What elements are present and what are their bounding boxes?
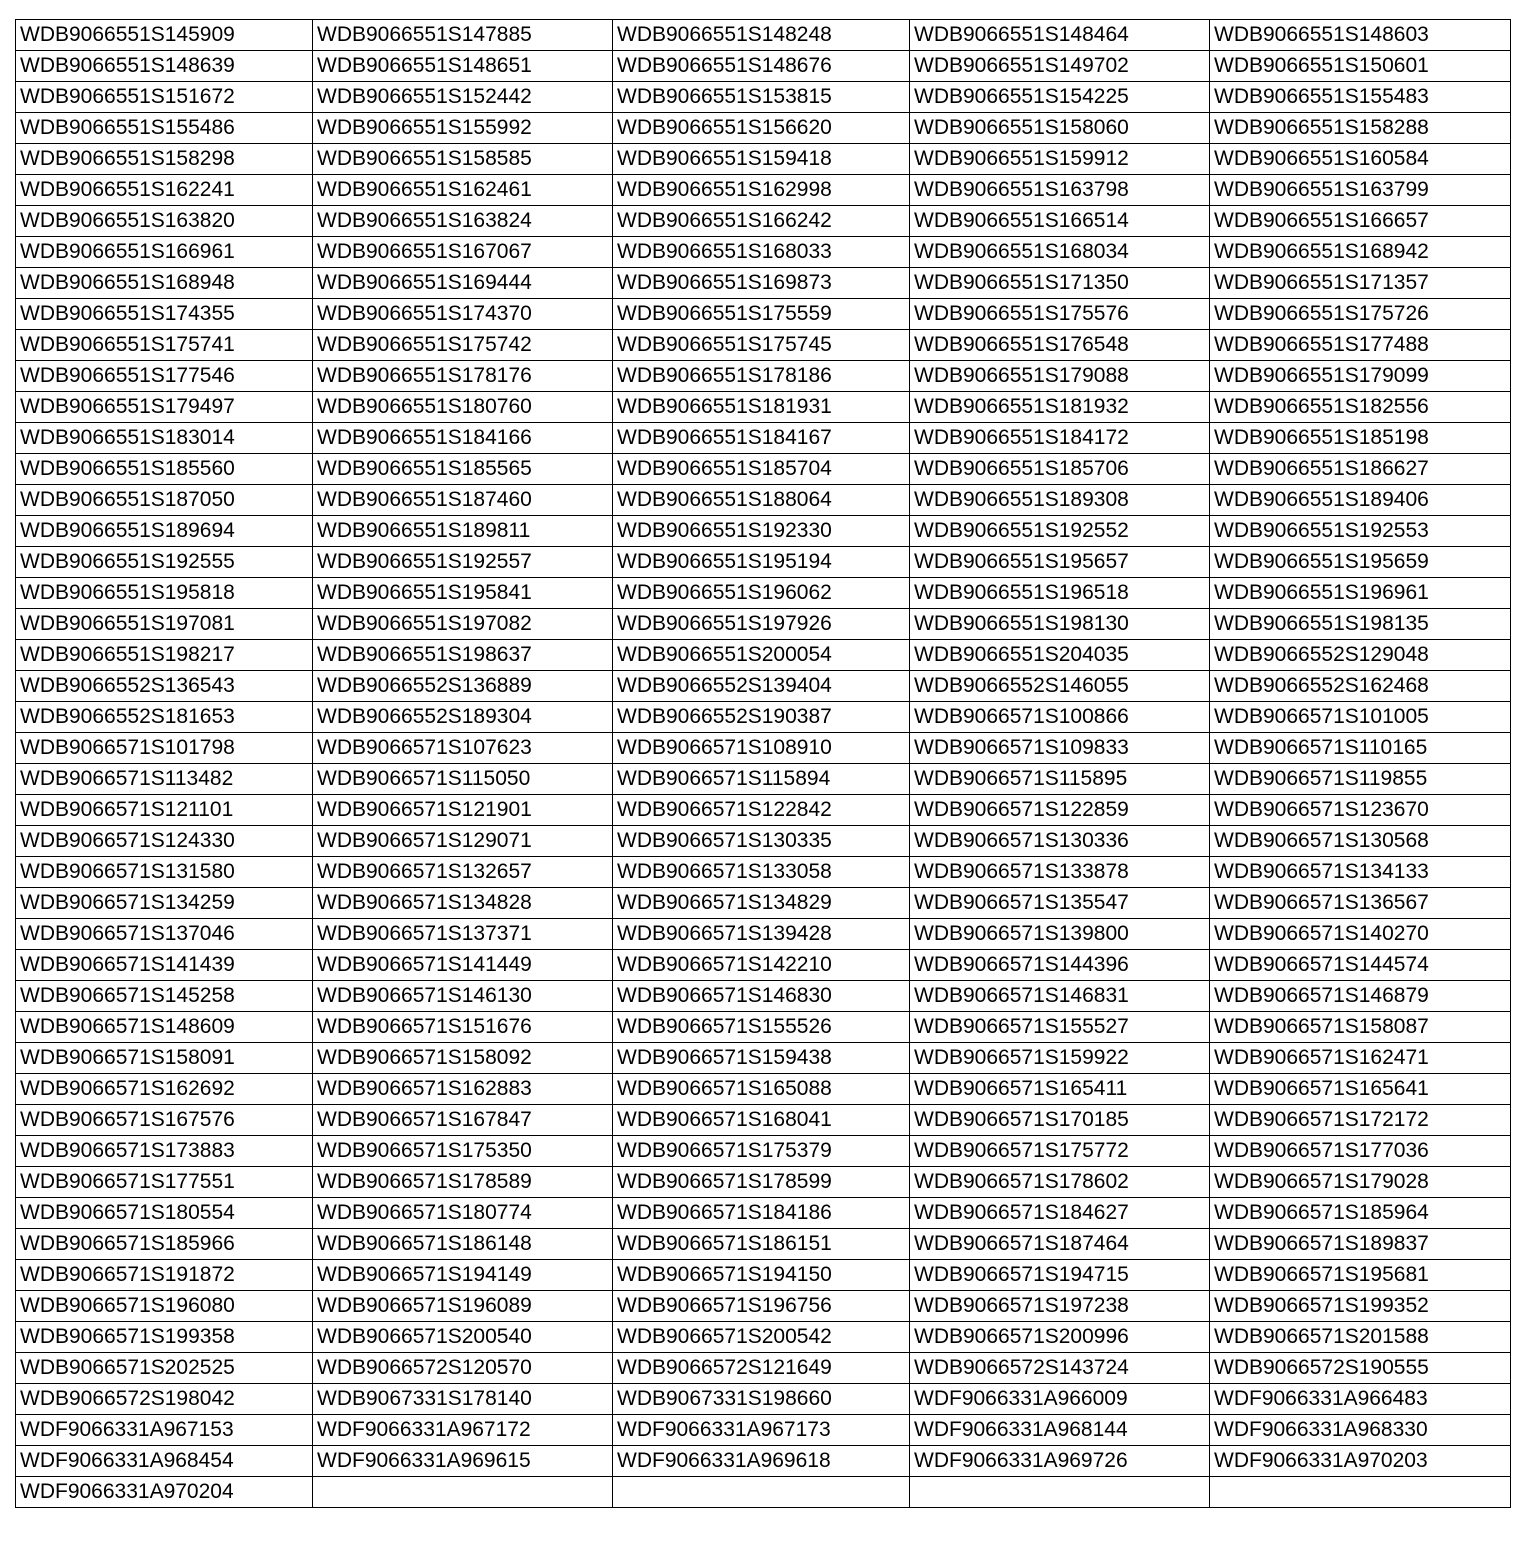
table-row bbox=[16, 268, 1511, 299]
vin-cell: WDB9066572S143724 bbox=[910, 1353, 1210, 1384]
vin-cell: WDB9066551S175559 bbox=[613, 299, 910, 330]
vin-cell: WDB9066571S132657 bbox=[313, 857, 613, 888]
vin-cell: WDB9066551S152442 bbox=[313, 82, 613, 113]
vin-cell: WDB9066551S189694 bbox=[16, 516, 313, 547]
vin-cell: WDF9066331A970204 bbox=[16, 1477, 313, 1508]
vin-cell: WDB9066571S139428 bbox=[613, 919, 910, 950]
vin-cell: WDB9066552S162468 bbox=[1210, 671, 1511, 702]
vin-cell: WDB9066551S187460 bbox=[313, 485, 613, 516]
vin-cell: WDB9066551S159912 bbox=[910, 144, 1210, 175]
vin-cell: WDB9066571S141449 bbox=[313, 950, 613, 981]
vin-cell: WDB9066571S180774 bbox=[313, 1198, 613, 1229]
vin-cell: WDB9066571S162883 bbox=[313, 1074, 613, 1105]
vin-cell: WDB9067331S178140 bbox=[313, 1384, 613, 1415]
vin-cell: WDB9066572S120570 bbox=[313, 1353, 613, 1384]
vin-cell: WDB9066551S195841 bbox=[313, 578, 613, 609]
vin-cell: WDB9066551S195194 bbox=[613, 547, 910, 578]
vin-cell: WDB9066551S176548 bbox=[910, 330, 1210, 361]
vin-cell: WDB9066571S101005 bbox=[1210, 702, 1511, 733]
vin-cell: WDB9066552S190387 bbox=[613, 702, 910, 733]
vin-cell: WDB9066551S185560 bbox=[16, 454, 313, 485]
table-row bbox=[16, 299, 1511, 330]
vin-cell: WDB9066551S177488 bbox=[1210, 330, 1511, 361]
vin-cell: WDB9066551S198217 bbox=[16, 640, 313, 671]
vin-cell: WDF9066331A969726 bbox=[910, 1446, 1210, 1477]
vin-cell: WDB9066551S153815 bbox=[613, 82, 910, 113]
vin-cell: WDB9066571S146879 bbox=[1210, 981, 1511, 1012]
vin-cell: WDB9066571S135547 bbox=[910, 888, 1210, 919]
vin-cell: WDB9066571S194715 bbox=[910, 1260, 1210, 1291]
vin-cell: WDB9066571S196089 bbox=[313, 1291, 613, 1322]
table-row bbox=[16, 1136, 1511, 1167]
table-row bbox=[16, 1322, 1511, 1353]
vin-cell: WDB9066551S197082 bbox=[313, 609, 613, 640]
vin-cell: WDB9066571S165088 bbox=[613, 1074, 910, 1105]
table-row bbox=[16, 1012, 1511, 1043]
vin-cell: WDB9066571S130335 bbox=[613, 826, 910, 857]
vin-cell: WDB9066571S179028 bbox=[1210, 1167, 1511, 1198]
vin-cell: WDB9066551S166242 bbox=[613, 206, 910, 237]
vin-cell: WDB9066571S184627 bbox=[910, 1198, 1210, 1229]
table-row bbox=[16, 547, 1511, 578]
vin-cell: WDB9066571S155526 bbox=[613, 1012, 910, 1043]
vin-cell: WDB9066551S185706 bbox=[910, 454, 1210, 485]
table-row bbox=[16, 485, 1511, 516]
table-row bbox=[16, 361, 1511, 392]
vin-cell: WDB9066571S162471 bbox=[1210, 1043, 1511, 1074]
vin-cell: WDB9066571S115894 bbox=[613, 764, 910, 795]
vin-cell: WDB9066551S192330 bbox=[613, 516, 910, 547]
table-row bbox=[16, 981, 1511, 1012]
vin-cell: WDB9066551S179497 bbox=[16, 392, 313, 423]
vin-cell: WDB9066571S175379 bbox=[613, 1136, 910, 1167]
table-row bbox=[16, 423, 1511, 454]
vin-cell: WDB9066551S196062 bbox=[613, 578, 910, 609]
vin-cell: WDB9066552S181653 bbox=[16, 702, 313, 733]
vin-cell: WDB9066571S137046 bbox=[16, 919, 313, 950]
vin-cell: WDB9066571S141439 bbox=[16, 950, 313, 981]
table-row bbox=[16, 671, 1511, 702]
vin-cell: WDB9066571S144396 bbox=[910, 950, 1210, 981]
vin-cell: WDB9066551S175745 bbox=[613, 330, 910, 361]
vin-cell: WDB9066571S123670 bbox=[1210, 795, 1511, 826]
vin-cell: WDB9066571S140270 bbox=[1210, 919, 1511, 950]
vin-cell: WDB9066551S177546 bbox=[16, 361, 313, 392]
vin-cell: WDF9066331A970203 bbox=[1210, 1446, 1511, 1477]
vin-cell: WDB9066551S148464 bbox=[910, 20, 1210, 51]
table-row bbox=[16, 640, 1511, 671]
vin-cell: WDB9066551S175742 bbox=[313, 330, 613, 361]
vin-cell: WDB9066571S167576 bbox=[16, 1105, 313, 1136]
vin-cell: WDB9066571S199352 bbox=[1210, 1291, 1511, 1322]
table-row bbox=[16, 330, 1511, 361]
vin-cell: WDB9066551S192557 bbox=[313, 547, 613, 578]
vin-cell: WDB9066571S133878 bbox=[910, 857, 1210, 888]
vin-cell: WDB9066571S124330 bbox=[16, 826, 313, 857]
vin-cell: WDB9066571S196080 bbox=[16, 1291, 313, 1322]
vin-cell: WDB9066551S149702 bbox=[910, 51, 1210, 82]
vin-cell: WDB9066551S195818 bbox=[16, 578, 313, 609]
vin-cell: WDB9066551S178176 bbox=[313, 361, 613, 392]
vin-cell: WDB9066551S168033 bbox=[613, 237, 910, 268]
vin-cell: WDF9066331A969618 bbox=[613, 1446, 910, 1477]
vin-cell: WDB9066571S200540 bbox=[313, 1322, 613, 1353]
vin-cell: WDB9066571S142210 bbox=[613, 950, 910, 981]
table-row bbox=[16, 1229, 1511, 1260]
vin-cell: WDB9066551S184167 bbox=[613, 423, 910, 454]
vin-cell: WDB9066551S181932 bbox=[910, 392, 1210, 423]
vin-cell: WDB9066571S194150 bbox=[613, 1260, 910, 1291]
vin-cell: WDB9066551S162998 bbox=[613, 175, 910, 206]
table-row bbox=[16, 795, 1511, 826]
vin-cell: WDB9066571S121101 bbox=[16, 795, 313, 826]
vin-table-body bbox=[16, 20, 1511, 1508]
table-row bbox=[16, 206, 1511, 237]
vin-cell: WDB9066551S185198 bbox=[1210, 423, 1511, 454]
vin-cell: WDB9066571S186148 bbox=[313, 1229, 613, 1260]
vin-cell: WDB9066551S166514 bbox=[910, 206, 1210, 237]
vin-cell: WDB9066571S109833 bbox=[910, 733, 1210, 764]
vin-cell: WDB9066551S192553 bbox=[1210, 516, 1511, 547]
vin-cell: WDB9066551S155992 bbox=[313, 113, 613, 144]
vin-cell: WDB9066551S148651 bbox=[313, 51, 613, 82]
vin-cell: WDB9066551S151672 bbox=[16, 82, 313, 113]
table-row bbox=[16, 1415, 1511, 1446]
vin-cell: WDB9066551S168948 bbox=[16, 268, 313, 299]
vin-cell: WDB9066572S190555 bbox=[1210, 1353, 1511, 1384]
vin-cell: WDB9066551S185704 bbox=[613, 454, 910, 485]
vin-table bbox=[15, 19, 1511, 1508]
vin-cell: WDB9066571S197238 bbox=[910, 1291, 1210, 1322]
vin-cell: WDB9066552S146055 bbox=[910, 671, 1210, 702]
vin-cell: WDB9066571S158091 bbox=[16, 1043, 313, 1074]
vin-cell: WDB9066551S181931 bbox=[613, 392, 910, 423]
table-row bbox=[16, 950, 1511, 981]
vin-cell: WDB9066551S174370 bbox=[313, 299, 613, 330]
vin-cell: WDB9066571S158092 bbox=[313, 1043, 613, 1074]
table-row bbox=[16, 1384, 1511, 1415]
vin-cell: WDB9066551S183014 bbox=[16, 423, 313, 454]
table-row bbox=[16, 764, 1511, 795]
vin-cell: WDB9066551S168034 bbox=[910, 237, 1210, 268]
vin-cell: WDB9066571S165411 bbox=[910, 1074, 1210, 1105]
vin-cell: WDB9066551S158288 bbox=[1210, 113, 1511, 144]
vin-cell: WDB9066571S177551 bbox=[16, 1167, 313, 1198]
vin-cell: WDB9066571S134133 bbox=[1210, 857, 1511, 888]
vin-cell: WDB9066571S162692 bbox=[16, 1074, 313, 1105]
vin-cell: WDB9066552S139404 bbox=[613, 671, 910, 702]
vin-cell: WDB9066551S162461 bbox=[313, 175, 613, 206]
vin-cell: WDB9066551S185565 bbox=[313, 454, 613, 485]
vin-cell: WDB9066571S136567 bbox=[1210, 888, 1511, 919]
vin-cell: WDB9066571S196756 bbox=[613, 1291, 910, 1322]
vin-cell: WDB9066551S155483 bbox=[1210, 82, 1511, 113]
table-row bbox=[16, 1074, 1511, 1105]
vin-cell: WDB9066571S165641 bbox=[1210, 1074, 1511, 1105]
vin-cell: WDB9066571S170185 bbox=[910, 1105, 1210, 1136]
vin-cell: WDB9066571S137371 bbox=[313, 919, 613, 950]
table-row bbox=[16, 609, 1511, 640]
vin-cell: WDB9066571S158087 bbox=[1210, 1012, 1511, 1043]
vin-cell: WDB9066551S158298 bbox=[16, 144, 313, 175]
vin-cell: WDB9066571S178602 bbox=[910, 1167, 1210, 1198]
table-row bbox=[16, 1260, 1511, 1291]
table-row bbox=[16, 578, 1511, 609]
vin-cell: WDB9066551S188064 bbox=[613, 485, 910, 516]
table-row bbox=[16, 1167, 1511, 1198]
vin-cell: WDB9066571S202525 bbox=[16, 1353, 313, 1384]
vin-cell: WDB9066571S168041 bbox=[613, 1105, 910, 1136]
vin-cell: WDB9066571S159922 bbox=[910, 1043, 1210, 1074]
vin-cell: WDB9066571S130568 bbox=[1210, 826, 1511, 857]
vin-cell: WDB9066571S110165 bbox=[1210, 733, 1511, 764]
vin-cell: WDB9066551S179099 bbox=[1210, 361, 1511, 392]
vin-cell: WDB9066551S156620 bbox=[613, 113, 910, 144]
vin-cell: WDB9066551S175741 bbox=[16, 330, 313, 361]
vin-cell: WDB9066551S184166 bbox=[313, 423, 613, 454]
vin-cell: WDB9066571S173883 bbox=[16, 1136, 313, 1167]
vin-cell: WDB9066551S198637 bbox=[313, 640, 613, 671]
vin-cell: WDB9066551S166961 bbox=[16, 237, 313, 268]
vin-cell: WDB9066571S115895 bbox=[910, 764, 1210, 795]
table-row bbox=[16, 1043, 1511, 1074]
vin-cell: WDB9066551S171357 bbox=[1210, 268, 1511, 299]
vin-cell: WDB9066551S155486 bbox=[16, 113, 313, 144]
vin-cell: WDB9066571S155527 bbox=[910, 1012, 1210, 1043]
vin-cell: WDB9066571S195681 bbox=[1210, 1260, 1511, 1291]
vin-cell: WDB9066571S177036 bbox=[1210, 1136, 1511, 1167]
vin-cell: WDB9066551S187050 bbox=[16, 485, 313, 516]
vin-cell: WDB9066571S199358 bbox=[16, 1322, 313, 1353]
table-row bbox=[16, 82, 1511, 113]
vin-cell: WDB9066551S204035 bbox=[910, 640, 1210, 671]
vin-cell: WDB9066571S186151 bbox=[613, 1229, 910, 1260]
table-row bbox=[16, 144, 1511, 175]
vin-cell: WDB9066551S163798 bbox=[910, 175, 1210, 206]
vin-cell: WDB9066551S179088 bbox=[910, 361, 1210, 392]
vin-cell: WDB9066551S154225 bbox=[910, 82, 1210, 113]
vin-cell: WDB9066551S168942 bbox=[1210, 237, 1511, 268]
vin-cell: WDF9066331A966483 bbox=[1210, 1384, 1511, 1415]
table-row bbox=[16, 1105, 1511, 1136]
vin-cell: WDB9066571S191872 bbox=[16, 1260, 313, 1291]
vin-cell: WDF9066331A969615 bbox=[313, 1446, 613, 1477]
table-row bbox=[16, 919, 1511, 950]
vin-cell: WDB9066551S171350 bbox=[910, 268, 1210, 299]
vin-cell: WDB9066571S129071 bbox=[313, 826, 613, 857]
vin-cell: WDB9066571S175350 bbox=[313, 1136, 613, 1167]
vin-cell: WDB9066571S144574 bbox=[1210, 950, 1511, 981]
vin-cell: WDB9066571S194149 bbox=[313, 1260, 613, 1291]
vin-cell: WDB9066551S148676 bbox=[613, 51, 910, 82]
table-row bbox=[16, 1446, 1511, 1477]
vin-cell: WDB9066551S195659 bbox=[1210, 547, 1511, 578]
vin-cell: WDB9066551S148639 bbox=[16, 51, 313, 82]
vin-cell: WDB9066551S163820 bbox=[16, 206, 313, 237]
vin-cell: WDB9066551S163799 bbox=[1210, 175, 1511, 206]
vin-cell: WDB9066552S136889 bbox=[313, 671, 613, 702]
vin-cell: WDB9066551S162241 bbox=[16, 175, 313, 206]
vin-cell: WDB9066571S100866 bbox=[910, 702, 1210, 733]
vin-cell: WDB9066551S197926 bbox=[613, 609, 910, 640]
vin-cell: WDB9066571S148609 bbox=[16, 1012, 313, 1043]
vin-cell: WDB9066571S167847 bbox=[313, 1105, 613, 1136]
vin-cell: WDB9066571S189837 bbox=[1210, 1229, 1511, 1260]
vin-cell: WDF9066331A966009 bbox=[910, 1384, 1210, 1415]
vin-cell: WDB9066551S175726 bbox=[1210, 299, 1511, 330]
vin-cell: WDB9066551S180760 bbox=[313, 392, 613, 423]
vin-cell: WDB9066571S115050 bbox=[313, 764, 613, 795]
vin-cell: WDB9066571S107623 bbox=[313, 733, 613, 764]
vin-cell: WDB9066571S200542 bbox=[613, 1322, 910, 1353]
vin-cell: WDF9066331A967153 bbox=[16, 1415, 313, 1446]
vin-cell: WDB9066571S145258 bbox=[16, 981, 313, 1012]
vin-cell: WDB9066551S167067 bbox=[313, 237, 613, 268]
vin-cell: WDB9066551S192555 bbox=[16, 547, 313, 578]
vin-cell: WDB9066571S134259 bbox=[16, 888, 313, 919]
table-row bbox=[16, 392, 1511, 423]
table-row bbox=[16, 1291, 1511, 1322]
vin-cell: WDB9066551S189308 bbox=[910, 485, 1210, 516]
vin-cell: WDB9066571S185964 bbox=[1210, 1198, 1511, 1229]
vin-cell: WDB9066571S200996 bbox=[910, 1322, 1210, 1353]
vin-cell: WDB9066571S146130 bbox=[313, 981, 613, 1012]
vin-cell: WDB9066551S186627 bbox=[1210, 454, 1511, 485]
vin-cell: WDB9066552S136543 bbox=[16, 671, 313, 702]
vin-cell: WDB9066551S159418 bbox=[613, 144, 910, 175]
vin-cell: WDF9066331A968454 bbox=[16, 1446, 313, 1477]
vin-cell: WDF9066331A968330 bbox=[1210, 1415, 1511, 1446]
table-row bbox=[16, 113, 1511, 144]
vin-cell: WDB9066552S189304 bbox=[313, 702, 613, 733]
vin-cell: WDB9066571S122842 bbox=[613, 795, 910, 826]
vin-cell: WDB9066551S175576 bbox=[910, 299, 1210, 330]
vin-cell: WDF9066331A968144 bbox=[910, 1415, 1210, 1446]
vin-cell: WDB9066571S151676 bbox=[313, 1012, 613, 1043]
vin-cell: WDB9066551S189811 bbox=[313, 516, 613, 547]
vin-cell: WDB9066551S189406 bbox=[1210, 485, 1511, 516]
vin-cell: WDB9066571S133058 bbox=[613, 857, 910, 888]
table-row bbox=[16, 888, 1511, 919]
vin-cell: WDB9066571S172172 bbox=[1210, 1105, 1511, 1136]
table-row bbox=[16, 826, 1511, 857]
vin-cell: WDB9066571S146830 bbox=[613, 981, 910, 1012]
vin-cell: WDB9066551S196518 bbox=[910, 578, 1210, 609]
vin-cell: WDB9066571S180554 bbox=[16, 1198, 313, 1229]
vin-cell: WDB9066571S113482 bbox=[16, 764, 313, 795]
table-row bbox=[16, 516, 1511, 547]
vin-cell: WDB9066571S119855 bbox=[1210, 764, 1511, 795]
vin-cell: WDB9067331S198660 bbox=[613, 1384, 910, 1415]
vin-cell: WDB9066551S200054 bbox=[613, 640, 910, 671]
vin-cell: WDB9066571S122859 bbox=[910, 795, 1210, 826]
vin-cell: WDB9066572S121649 bbox=[613, 1353, 910, 1384]
vin-cell: WDB9066551S158585 bbox=[313, 144, 613, 175]
table-row bbox=[16, 51, 1511, 82]
vin-cell: WDB9066551S166657 bbox=[1210, 206, 1511, 237]
vin-cell: WDB9066552S129048 bbox=[1210, 640, 1511, 671]
table-row bbox=[16, 857, 1511, 888]
vin-cell: WDB9066551S148603 bbox=[1210, 20, 1511, 51]
table-row bbox=[16, 237, 1511, 268]
vin-cell bbox=[1210, 1477, 1511, 1508]
vin-cell: WDB9066571S134828 bbox=[313, 888, 613, 919]
vin-cell: WDB9066551S147885 bbox=[313, 20, 613, 51]
table-row bbox=[16, 702, 1511, 733]
vin-cell: WDB9066551S198130 bbox=[910, 609, 1210, 640]
vin-cell: WDB9066551S174355 bbox=[16, 299, 313, 330]
vin-cell: WDF9066331A967173 bbox=[613, 1415, 910, 1446]
vin-cell: WDB9066571S131580 bbox=[16, 857, 313, 888]
vin-cell: WDB9066571S130336 bbox=[910, 826, 1210, 857]
vin-cell: WDB9066571S134829 bbox=[613, 888, 910, 919]
vin-cell: WDB9066551S182556 bbox=[1210, 392, 1511, 423]
vin-cell: WDB9066571S201588 bbox=[1210, 1322, 1511, 1353]
vin-cell: WDB9066571S159438 bbox=[613, 1043, 910, 1074]
vin-cell: WDB9066571S108910 bbox=[613, 733, 910, 764]
table-row bbox=[16, 1353, 1511, 1384]
vin-cell: WDB9066571S121901 bbox=[313, 795, 613, 826]
vin-cell: WDB9066551S169444 bbox=[313, 268, 613, 299]
table-row bbox=[16, 1477, 1511, 1508]
table-row bbox=[16, 20, 1511, 51]
table-row bbox=[16, 1198, 1511, 1229]
vin-cell: WDB9066551S178186 bbox=[613, 361, 910, 392]
vin-cell: WDB9066571S184186 bbox=[613, 1198, 910, 1229]
vin-cell: WDB9066551S196961 bbox=[1210, 578, 1511, 609]
vin-cell: WDF9066331A967172 bbox=[313, 1415, 613, 1446]
vin-cell: WDB9066551S150601 bbox=[1210, 51, 1511, 82]
vin-cell: WDB9066571S185966 bbox=[16, 1229, 313, 1260]
vin-cell bbox=[910, 1477, 1210, 1508]
vin-cell: WDB9066572S198042 bbox=[16, 1384, 313, 1415]
vin-cell: WDB9066551S192552 bbox=[910, 516, 1210, 547]
vin-cell: WDB9066571S187464 bbox=[910, 1229, 1210, 1260]
vin-cell: WDB9066571S178589 bbox=[313, 1167, 613, 1198]
vin-cell: WDB9066551S197081 bbox=[16, 609, 313, 640]
vin-cell: WDB9066551S184172 bbox=[910, 423, 1210, 454]
vin-cell: WDB9066571S178599 bbox=[613, 1167, 910, 1198]
vin-cell: WDB9066551S198135 bbox=[1210, 609, 1511, 640]
vin-cell bbox=[613, 1477, 910, 1508]
vin-cell: WDB9066551S163824 bbox=[313, 206, 613, 237]
table-row bbox=[16, 175, 1511, 206]
vin-cell: WDB9066551S148248 bbox=[613, 20, 910, 51]
vin-cell: WDB9066571S146831 bbox=[910, 981, 1210, 1012]
vin-cell: WDB9066551S195657 bbox=[910, 547, 1210, 578]
vin-cell bbox=[313, 1477, 613, 1508]
vin-cell: WDB9066571S139800 bbox=[910, 919, 1210, 950]
vin-cell: WDB9066551S145909 bbox=[16, 20, 313, 51]
vin-cell: WDB9066551S169873 bbox=[613, 268, 910, 299]
vin-cell: WDB9066551S158060 bbox=[910, 113, 1210, 144]
vin-cell: WDB9066571S101798 bbox=[16, 733, 313, 764]
vin-cell: WDB9066571S175772 bbox=[910, 1136, 1210, 1167]
table-row bbox=[16, 454, 1511, 485]
table-row bbox=[16, 733, 1511, 764]
vin-cell: WDB9066551S160584 bbox=[1210, 144, 1511, 175]
